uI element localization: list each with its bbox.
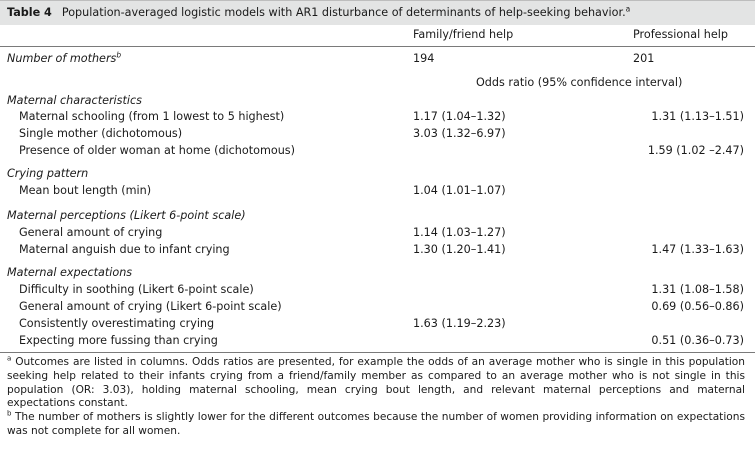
footnote-b-mark: b [7,409,12,418]
row-label: Presence of older woman at home (dichotomous) [19,144,295,157]
section-heading-row [0,266,755,283]
row-label: Consistently overestimating crying [19,317,215,330]
table-row [0,226,755,243]
row-label: Maternal schooling (from 1 lowest to 5 highest) [19,110,285,123]
n-footnote-mark: b [116,50,122,60]
n-family-friend: 194 [413,52,435,65]
title-footnote-mark: a [625,4,631,14]
table-title: Population-averaged logistic models with AR1 disturbance of determinants of help-seeking behavior.$^a$ [61,4,631,19]
row-family-friend-value: 1.63 (1.19–2.23) [413,317,506,330]
section-heading-row [0,94,755,111]
section-heading-row [0,209,755,226]
table-bottom-rule [0,352,755,353]
table-row [0,243,755,260]
n-row [0,52,755,69]
table-row [0,144,755,161]
footnote-a-mark: a [7,354,12,363]
row-family-friend-value: 1.17 (1.04–1.32) [413,110,506,123]
row-professional-value: 1.31 (1.08–1.58) [651,283,744,296]
col-header-professional: Professional help [633,28,728,41]
row-professional-value: 0.69 (0.56–0.86) [651,300,744,313]
column-header-row [0,24,755,47]
row-label: Expecting more fussing than crying [19,334,218,347]
section-heading: Crying pattern [7,167,89,180]
col-header-family-friend: Family/friend help [413,28,514,41]
row-label: General amount of crying (Likert 6-point scale) [19,300,282,313]
row-label: Mean bout length (min) [19,184,152,197]
n-label: Number of mothers$^b$ [7,50,122,65]
row-label: Difficulty in soothing (Likert 6-point scale) [19,283,254,296]
table-row [0,110,755,127]
table-label: Table 4 [7,6,52,19]
table-row [0,317,755,334]
section-heading: Maternal expectations [7,266,133,279]
table-row [0,334,755,351]
row-family-friend-value: 1.14 (1.03–1.27) [413,226,506,239]
row-label: General amount of crying [19,226,163,239]
row-professional-value: 1.47 (1.33–1.63) [651,243,744,256]
stat-row [0,76,755,93]
footnote-a: $^a$ Outcomes are listed in columns. Odds ratios are presented, for example the odds of an average mother who is single in this population seeking help related to their infants crying from a friend/family member as compared to an average mother who is not single in this population (OR: 3.03), holding maternal schooling, mean crying bout length, and relevant maternal perceptions and maternal expectations constant. [7,354,745,410]
row-family-friend-value: 1.30 (1.20–1.41) [413,243,506,256]
row-family-friend-value: 3.03 (1.32–6.97) [413,127,506,140]
row-label: Maternal anguish due to infant crying [19,243,230,256]
stat-label: Odds ratio (95% confidence interval) [476,76,683,89]
row-professional-value: 0.51 (0.36–0.73) [651,334,744,347]
section-heading: Maternal characteristics [7,94,142,107]
row-family-friend-value: 1.04 (1.01–1.07) [413,184,506,197]
n-professional: 201 [633,52,655,65]
table-row [0,184,755,201]
footnote-b: $^b$ The number of mothers is slightly lower for the different outcomes because the number of women providing information on expectations was not complete for all women. [7,409,745,437]
section-heading: Maternal perceptions (Likert 6-point scale) [7,209,246,222]
row-professional-value: 1.59 (1.02 –2.47) [647,144,744,157]
table-row [0,283,755,300]
table-row [0,127,755,144]
table-footnotes [7,356,745,439]
row-professional-value: 1.31 (1.13–1.51) [651,110,744,123]
row-label: Single mother (dichotomous) [19,127,183,140]
section-heading-row [0,167,755,184]
table-row [0,300,755,317]
table-caption [0,0,755,25]
